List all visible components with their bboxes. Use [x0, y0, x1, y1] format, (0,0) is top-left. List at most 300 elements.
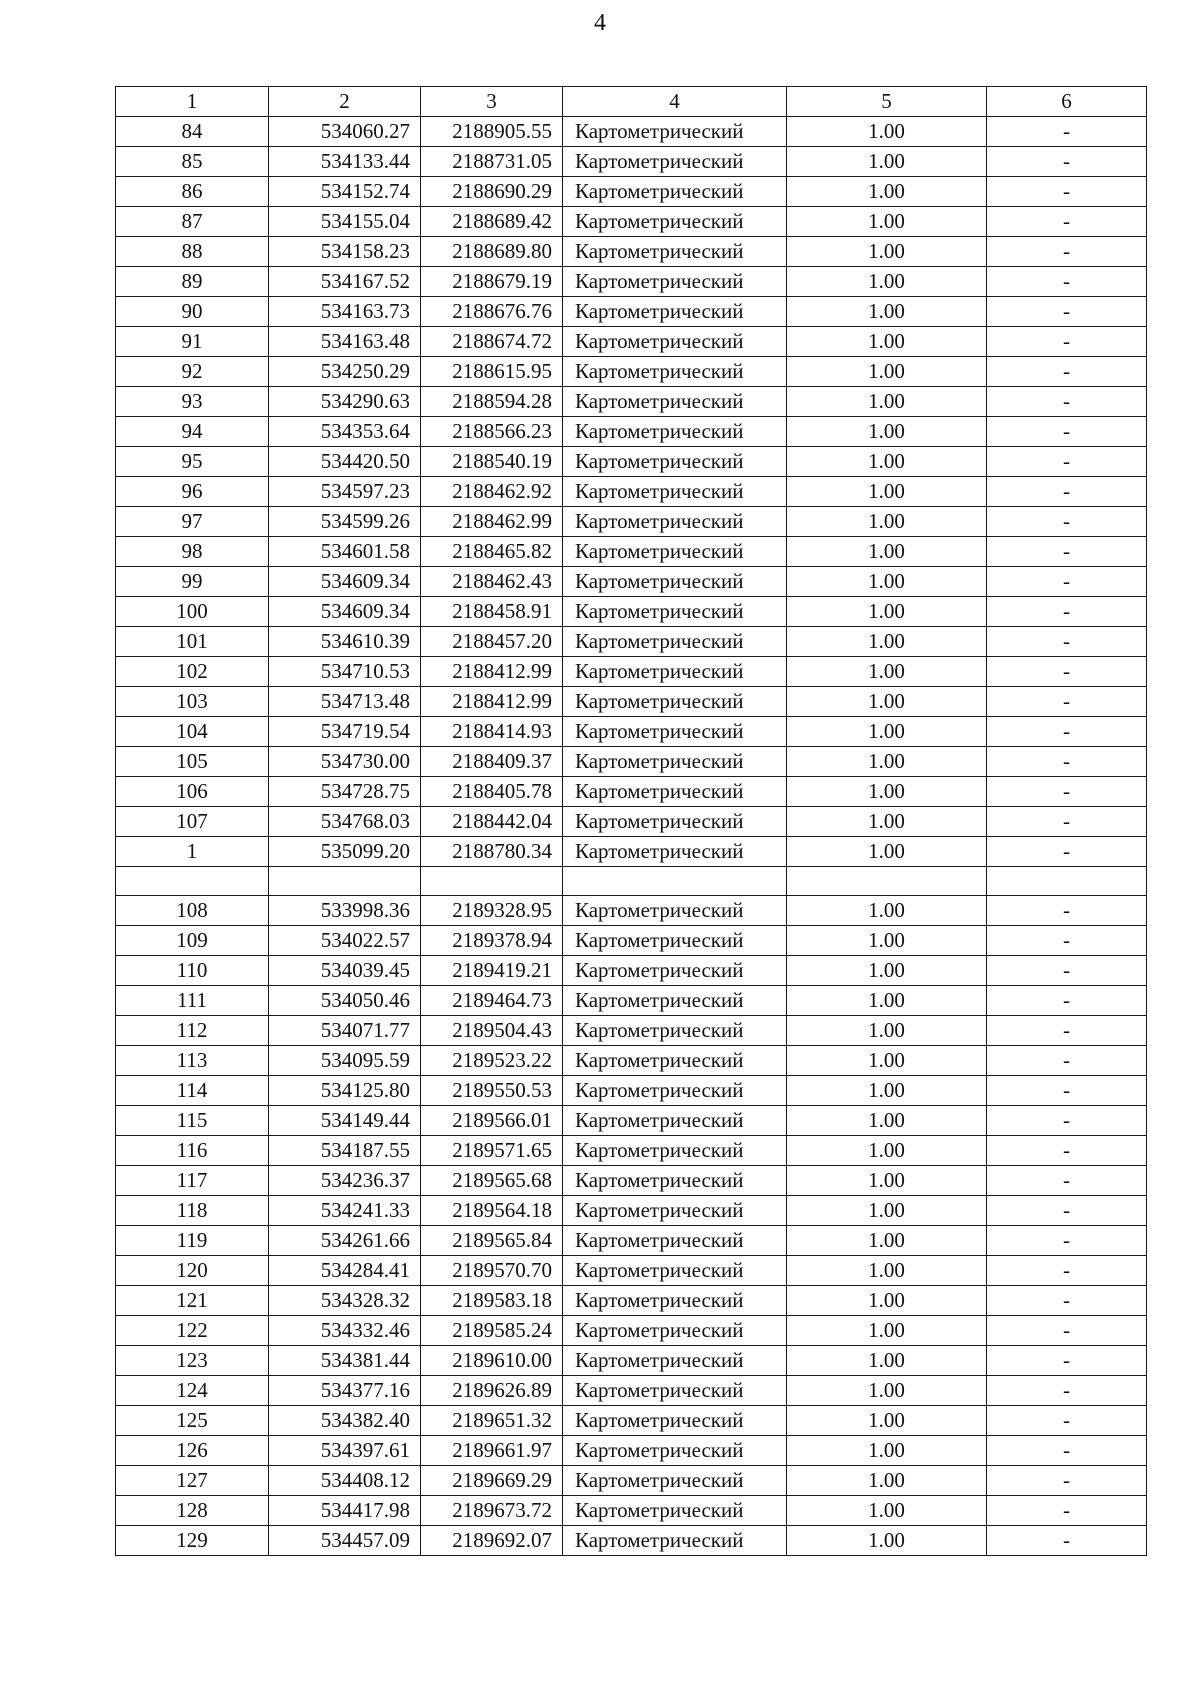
point-number-cell: 1 — [116, 837, 269, 867]
description-cell: - — [987, 807, 1147, 837]
table-row — [116, 1016, 1147, 1046]
y-coordinate-cell: 2188905.55 — [421, 117, 563, 147]
x-coordinate-cell: 535099.20 — [269, 837, 421, 867]
y-coordinate-cell: 2188442.04 — [421, 807, 563, 837]
y-coordinate-cell: 2188689.42 — [421, 207, 563, 237]
description-cell: - — [987, 1046, 1147, 1076]
point-number-cell: 92 — [116, 357, 269, 387]
table-row — [116, 896, 1147, 926]
description-cell: - — [987, 1256, 1147, 1286]
y-coordinate-cell: 2188462.43 — [421, 567, 563, 597]
x-coordinate-cell: 534381.44 — [269, 1346, 421, 1376]
method-cell: Картометрический — [563, 147, 787, 177]
accuracy-cell: 1.00 — [787, 1136, 987, 1166]
table-row — [116, 1166, 1147, 1196]
point-number-cell: 103 — [116, 687, 269, 717]
accuracy-cell: 1.00 — [787, 1286, 987, 1316]
table-row — [116, 1136, 1147, 1166]
x-coordinate-cell: 534768.03 — [269, 807, 421, 837]
table-row — [116, 956, 1147, 986]
x-coordinate-cell: 534250.29 — [269, 357, 421, 387]
point-number-cell: 117 — [116, 1166, 269, 1196]
accuracy-cell: 1.00 — [787, 627, 987, 657]
description-cell: - — [987, 327, 1147, 357]
y-coordinate-cell: 2188679.19 — [421, 267, 563, 297]
accuracy-cell: 1.00 — [787, 1196, 987, 1226]
y-coordinate-cell: 2189564.18 — [421, 1196, 563, 1226]
y-coordinate-cell: 2188615.95 — [421, 357, 563, 387]
description-cell: - — [987, 1196, 1147, 1226]
accuracy-cell: 1.00 — [787, 1166, 987, 1196]
method-cell: Картометрический — [563, 357, 787, 387]
point-number-cell: 111 — [116, 986, 269, 1016]
accuracy-cell: 1.00 — [787, 387, 987, 417]
accuracy-cell: 1.00 — [787, 267, 987, 297]
method-cell: Картометрический — [563, 717, 787, 747]
x-coordinate-cell: 534149.44 — [269, 1106, 421, 1136]
description-cell: - — [987, 956, 1147, 986]
description-cell: - — [987, 1016, 1147, 1046]
y-coordinate-cell: 2189626.89 — [421, 1376, 563, 1406]
point-number-cell: 104 — [116, 717, 269, 747]
accuracy-cell: 1.00 — [787, 1436, 987, 1466]
point-number-cell: 123 — [116, 1346, 269, 1376]
x-coordinate-cell: 534261.66 — [269, 1226, 421, 1256]
x-coordinate-cell: 534710.53 — [269, 657, 421, 687]
method-cell: Картометрический — [563, 1046, 787, 1076]
method-cell: Картометрический — [563, 177, 787, 207]
accuracy-cell: 1.00 — [787, 147, 987, 177]
accuracy-cell: 1.00 — [787, 837, 987, 867]
point-number-cell: 98 — [116, 537, 269, 567]
accuracy-cell: 1.00 — [787, 1346, 987, 1376]
accuracy-cell: 1.00 — [787, 1256, 987, 1286]
x-coordinate-cell: 534187.55 — [269, 1136, 421, 1166]
point-number-cell: 87 — [116, 207, 269, 237]
method-cell: Картометрический — [563, 986, 787, 1016]
accuracy-cell: 1.00 — [787, 1406, 987, 1436]
y-coordinate-cell: 2188405.78 — [421, 777, 563, 807]
x-coordinate-cell: 534713.48 — [269, 687, 421, 717]
method-cell: Картометрический — [563, 777, 787, 807]
y-coordinate-cell: 2188540.19 — [421, 447, 563, 477]
method-cell: Картометрический — [563, 896, 787, 926]
method-cell: Картометрический — [563, 1166, 787, 1196]
description-cell: - — [987, 387, 1147, 417]
table-row — [116, 387, 1147, 417]
accuracy-cell: 1.00 — [787, 1316, 987, 1346]
table-row — [116, 1406, 1147, 1436]
point-number-cell: 122 — [116, 1316, 269, 1346]
table-row — [116, 177, 1147, 207]
table-header-row — [116, 87, 1147, 117]
accuracy-cell: 1.00 — [787, 357, 987, 387]
method-cell: Картометрический — [563, 327, 787, 357]
table-row — [116, 687, 1147, 717]
y-coordinate-cell: 2189328.95 — [421, 896, 563, 926]
x-coordinate-cell: 534163.73 — [269, 297, 421, 327]
x-coordinate-cell: 534377.16 — [269, 1376, 421, 1406]
point-number-cell: 119 — [116, 1226, 269, 1256]
point-number-cell: 86 — [116, 177, 269, 207]
point-number-cell: 101 — [116, 627, 269, 657]
description-cell: - — [987, 1316, 1147, 1346]
x-coordinate-cell: 534609.34 — [269, 567, 421, 597]
accuracy-cell: 1.00 — [787, 177, 987, 207]
method-cell: Картометрический — [563, 1436, 787, 1466]
method-cell: Картометрический — [563, 207, 787, 237]
x-coordinate-cell: 534599.26 — [269, 507, 421, 537]
table-row — [116, 297, 1147, 327]
table-row — [116, 1496, 1147, 1526]
method-cell: Картометрический — [563, 297, 787, 327]
x-coordinate-cell: 534155.04 — [269, 207, 421, 237]
method-cell: Картометрический — [563, 1106, 787, 1136]
y-coordinate-cell: 2188780.34 — [421, 837, 563, 867]
point-number-cell: 99 — [116, 567, 269, 597]
method-cell: Картометрический — [563, 1256, 787, 1286]
method-cell: Картометрический — [563, 267, 787, 297]
method-cell: Картометрический — [563, 657, 787, 687]
y-coordinate-cell: 2189523.22 — [421, 1046, 563, 1076]
table-row — [116, 807, 1147, 837]
x-coordinate-cell: 534133.44 — [269, 147, 421, 177]
point-number-cell — [116, 867, 269, 896]
table-row — [116, 417, 1147, 447]
accuracy-cell: 1.00 — [787, 986, 987, 1016]
point-number-cell: 126 — [116, 1436, 269, 1466]
method-cell: Картометрический — [563, 807, 787, 837]
point-number-cell: 88 — [116, 237, 269, 267]
point-number-cell: 114 — [116, 1076, 269, 1106]
point-number-cell: 90 — [116, 297, 269, 327]
description-cell: - — [987, 1376, 1147, 1406]
accuracy-cell: 1.00 — [787, 537, 987, 567]
description-cell: - — [987, 777, 1147, 807]
y-coordinate-cell: 2188412.99 — [421, 657, 563, 687]
method-cell: Картометрический — [563, 1136, 787, 1166]
accuracy-cell: 1.00 — [787, 297, 987, 327]
point-number-cell: 94 — [116, 417, 269, 447]
method-cell: Картометрический — [563, 1226, 787, 1256]
table-row — [116, 537, 1147, 567]
description-cell: - — [987, 1166, 1147, 1196]
x-coordinate-cell: 534152.74 — [269, 177, 421, 207]
point-number-cell: 107 — [116, 807, 269, 837]
page-number: 4 — [594, 10, 606, 36]
point-number-cell: 115 — [116, 1106, 269, 1136]
description-cell: - — [987, 357, 1147, 387]
method-cell: Картометрический — [563, 1286, 787, 1316]
x-coordinate-cell: 534417.98 — [269, 1496, 421, 1526]
method-cell: Картометрический — [563, 1076, 787, 1106]
y-coordinate-cell: 2188465.82 — [421, 537, 563, 567]
y-coordinate-cell: 2189692.07 — [421, 1526, 563, 1556]
accuracy-cell: 1.00 — [787, 477, 987, 507]
y-coordinate-cell: 2189669.29 — [421, 1466, 563, 1496]
accuracy-cell: 1.00 — [787, 657, 987, 687]
point-number-cell: 85 — [116, 147, 269, 177]
table-row — [116, 1466, 1147, 1496]
table-row — [116, 986, 1147, 1016]
table-row — [116, 627, 1147, 657]
point-number-cell: 113 — [116, 1046, 269, 1076]
description-cell: - — [987, 1106, 1147, 1136]
accuracy-cell: 1.00 — [787, 1106, 987, 1136]
accuracy-cell: 1.00 — [787, 956, 987, 986]
description-cell: - — [987, 417, 1147, 447]
x-coordinate-cell: 534728.75 — [269, 777, 421, 807]
point-number-cell: 102 — [116, 657, 269, 687]
method-cell: Картометрический — [563, 627, 787, 657]
point-number-cell: 127 — [116, 1466, 269, 1496]
point-number-cell: 109 — [116, 926, 269, 956]
accuracy-cell: 1.00 — [787, 896, 987, 926]
header-cell-2: 2 — [269, 87, 421, 117]
table-row — [116, 926, 1147, 956]
x-coordinate-cell: 534597.23 — [269, 477, 421, 507]
header-cell-1: 1 — [116, 87, 269, 117]
y-coordinate-cell: 2189378.94 — [421, 926, 563, 956]
method-cell: Картометрический — [563, 1196, 787, 1226]
description-cell: - — [987, 1346, 1147, 1376]
point-number-cell: 93 — [116, 387, 269, 417]
y-coordinate-cell: 2188462.92 — [421, 477, 563, 507]
table-row — [116, 117, 1147, 147]
point-number-cell: 100 — [116, 597, 269, 627]
table-body — [116, 87, 1147, 1556]
y-coordinate-cell: 2189673.72 — [421, 1496, 563, 1526]
method-cell: Картометрический — [563, 387, 787, 417]
table-row — [116, 477, 1147, 507]
description-cell: - — [987, 657, 1147, 687]
y-coordinate-cell: 2188690.29 — [421, 177, 563, 207]
accuracy-cell: 1.00 — [787, 507, 987, 537]
table-row — [116, 1076, 1147, 1106]
description-cell: - — [987, 237, 1147, 267]
description-cell: - — [987, 537, 1147, 567]
x-coordinate-cell: 534601.58 — [269, 537, 421, 567]
y-coordinate-cell: 2189419.21 — [421, 956, 563, 986]
table-row — [116, 1106, 1147, 1136]
y-coordinate-cell: 2189550.53 — [421, 1076, 563, 1106]
y-coordinate-cell: 2188458.91 — [421, 597, 563, 627]
x-coordinate-cell: 534420.50 — [269, 447, 421, 477]
y-coordinate-cell: 2188731.05 — [421, 147, 563, 177]
x-coordinate-cell: 534382.40 — [269, 1406, 421, 1436]
description-cell: - — [987, 267, 1147, 297]
table-row — [116, 1526, 1147, 1556]
accuracy-cell: 1.00 — [787, 207, 987, 237]
table-row — [116, 357, 1147, 387]
point-number-cell: 84 — [116, 117, 269, 147]
y-coordinate-cell: 2188689.80 — [421, 237, 563, 267]
description-cell — [987, 867, 1147, 896]
table-row — [116, 1046, 1147, 1076]
x-coordinate-cell: 534609.34 — [269, 597, 421, 627]
point-number-cell: 106 — [116, 777, 269, 807]
x-coordinate-cell: 534457.09 — [269, 1526, 421, 1556]
y-coordinate-cell: 2189570.70 — [421, 1256, 563, 1286]
table-row — [116, 837, 1147, 867]
accuracy-cell: 1.00 — [787, 687, 987, 717]
method-cell: Картометрический — [563, 237, 787, 267]
accuracy-cell: 1.00 — [787, 117, 987, 147]
table-row — [116, 147, 1147, 177]
table-row — [116, 1196, 1147, 1226]
table-row — [116, 447, 1147, 477]
point-number-cell: 91 — [116, 327, 269, 357]
x-coordinate-cell: 534095.59 — [269, 1046, 421, 1076]
table-row — [116, 777, 1147, 807]
method-cell: Картометрический — [563, 926, 787, 956]
x-coordinate-cell — [269, 867, 421, 896]
method-cell: Картометрический — [563, 687, 787, 717]
y-coordinate-cell: 2188674.72 — [421, 327, 563, 357]
x-coordinate-cell: 533998.36 — [269, 896, 421, 926]
header-cell-3: 3 — [421, 87, 563, 117]
x-coordinate-cell: 534610.39 — [269, 627, 421, 657]
y-coordinate-cell: 2188412.99 — [421, 687, 563, 717]
method-cell: Картометрический — [563, 1346, 787, 1376]
x-coordinate-cell: 534241.33 — [269, 1196, 421, 1226]
table-row — [116, 507, 1147, 537]
description-cell: - — [987, 447, 1147, 477]
accuracy-cell: 1.00 — [787, 447, 987, 477]
table-row — [116, 1436, 1147, 1466]
point-number-cell: 124 — [116, 1376, 269, 1406]
description-cell: - — [987, 1286, 1147, 1316]
y-coordinate-cell: 2189610.00 — [421, 1346, 563, 1376]
point-number-cell: 96 — [116, 477, 269, 507]
y-coordinate-cell: 2189565.84 — [421, 1226, 563, 1256]
y-coordinate-cell: 2188462.99 — [421, 507, 563, 537]
description-cell: - — [987, 597, 1147, 627]
table-row — [116, 1346, 1147, 1376]
x-coordinate-cell: 534163.48 — [269, 327, 421, 357]
description-cell: - — [987, 1136, 1147, 1166]
accuracy-cell: 1.00 — [787, 926, 987, 956]
description-cell: - — [987, 1496, 1147, 1526]
accuracy-cell: 1.00 — [787, 417, 987, 447]
description-cell: - — [987, 1526, 1147, 1556]
point-number-cell: 121 — [116, 1286, 269, 1316]
method-cell: Картометрический — [563, 956, 787, 986]
x-coordinate-cell: 534332.46 — [269, 1316, 421, 1346]
description-cell: - — [987, 687, 1147, 717]
table-row — [116, 1226, 1147, 1256]
point-number-cell: 89 — [116, 267, 269, 297]
method-cell: Картометрический — [563, 1376, 787, 1406]
table-row — [116, 597, 1147, 627]
y-coordinate-cell: 2189585.24 — [421, 1316, 563, 1346]
method-cell: Картометрический — [563, 1526, 787, 1556]
x-coordinate-cell: 534071.77 — [269, 1016, 421, 1046]
table-row — [116, 567, 1147, 597]
point-number-cell: 128 — [116, 1496, 269, 1526]
x-coordinate-cell: 534022.57 — [269, 926, 421, 956]
accuracy-cell: 1.00 — [787, 567, 987, 597]
method-cell: Картометрический — [563, 117, 787, 147]
accuracy-cell: 1.00 — [787, 1376, 987, 1406]
description-cell: - — [987, 1466, 1147, 1496]
accuracy-cell: 1.00 — [787, 597, 987, 627]
description-cell: - — [987, 207, 1147, 237]
point-number-cell: 95 — [116, 447, 269, 477]
method-cell: Картометрический — [563, 477, 787, 507]
accuracy-cell: 1.00 — [787, 237, 987, 267]
method-cell: Картометрический — [563, 1406, 787, 1436]
x-coordinate-cell: 534236.37 — [269, 1166, 421, 1196]
point-number-cell: 105 — [116, 747, 269, 777]
description-cell: - — [987, 747, 1147, 777]
x-coordinate-cell: 534397.61 — [269, 1436, 421, 1466]
method-cell — [563, 867, 787, 896]
method-cell: Картометрический — [563, 1496, 787, 1526]
accuracy-cell: 1.00 — [787, 1046, 987, 1076]
table-row — [116, 237, 1147, 267]
y-coordinate-cell: 2189504.43 — [421, 1016, 563, 1046]
method-cell: Картометрический — [563, 837, 787, 867]
accuracy-cell: 1.00 — [787, 1466, 987, 1496]
y-coordinate-cell — [421, 867, 563, 896]
method-cell: Картометрический — [563, 1466, 787, 1496]
x-coordinate-cell: 534730.00 — [269, 747, 421, 777]
y-coordinate-cell: 2188409.37 — [421, 747, 563, 777]
accuracy-cell: 1.00 — [787, 747, 987, 777]
description-cell: - — [987, 147, 1147, 177]
method-cell: Картометрический — [563, 417, 787, 447]
x-coordinate-cell: 534167.52 — [269, 267, 421, 297]
method-cell: Картометрический — [563, 1316, 787, 1346]
y-coordinate-cell: 2188457.20 — [421, 627, 563, 657]
y-coordinate-cell: 2189571.65 — [421, 1136, 563, 1166]
x-coordinate-cell: 534039.45 — [269, 956, 421, 986]
description-cell: - — [987, 477, 1147, 507]
y-coordinate-cell: 2188566.23 — [421, 417, 563, 447]
description-cell: - — [987, 837, 1147, 867]
accuracy-cell: 1.00 — [787, 327, 987, 357]
description-cell: - — [987, 896, 1147, 926]
description-cell: - — [987, 986, 1147, 1016]
point-number-cell: 118 — [116, 1196, 269, 1226]
method-cell: Картометрический — [563, 537, 787, 567]
table-row — [116, 717, 1147, 747]
description-cell: - — [987, 1436, 1147, 1466]
description-cell: - — [987, 177, 1147, 207]
accuracy-cell: 1.00 — [787, 717, 987, 747]
x-coordinate-cell: 534328.32 — [269, 1286, 421, 1316]
y-coordinate-cell: 2188414.93 — [421, 717, 563, 747]
header-cell-6: 6 — [987, 87, 1147, 117]
x-coordinate-cell: 534353.64 — [269, 417, 421, 447]
x-coordinate-cell: 534284.41 — [269, 1256, 421, 1286]
table-row — [116, 747, 1147, 777]
method-cell: Картометрический — [563, 567, 787, 597]
y-coordinate-cell: 2188594.28 — [421, 387, 563, 417]
method-cell: Картометрический — [563, 1016, 787, 1046]
point-number-cell: 110 — [116, 956, 269, 986]
point-number-cell: 97 — [116, 507, 269, 537]
point-number-cell: 125 — [116, 1406, 269, 1436]
y-coordinate-cell: 2189583.18 — [421, 1286, 563, 1316]
accuracy-cell: 1.00 — [787, 807, 987, 837]
method-cell: Картометрический — [563, 597, 787, 627]
table-row — [116, 1316, 1147, 1346]
table-row — [116, 1256, 1147, 1286]
table-row — [116, 207, 1147, 237]
point-number-cell: 108 — [116, 896, 269, 926]
